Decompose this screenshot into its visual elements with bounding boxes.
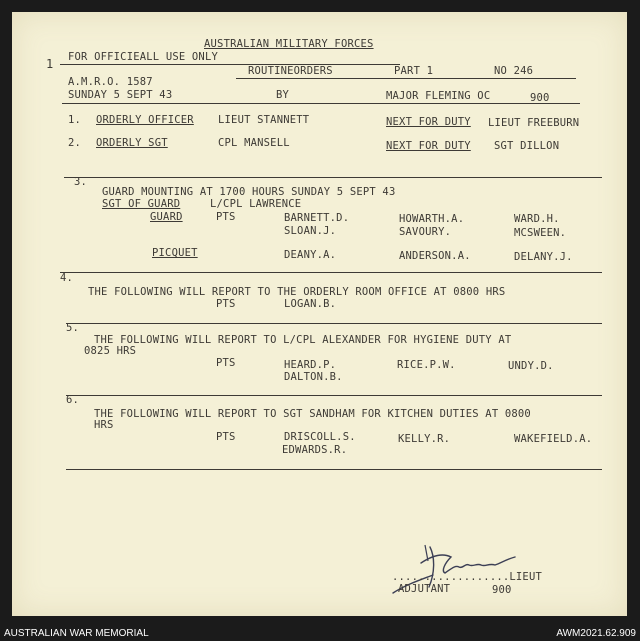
sgt-of-guard-name: L/CPL LAWRENCE (210, 198, 302, 210)
item-5-member: RICE.P.W. (397, 359, 456, 371)
item-6-number: 6. (66, 394, 80, 406)
guard-pts: PTS (216, 211, 236, 223)
item-1-next-label: NEXT FOR DUTY (386, 116, 471, 128)
rule (62, 103, 580, 104)
item-6-member: DRISCOLL.S. (284, 431, 356, 443)
item-2-next-name: SGT DILLON (494, 140, 560, 152)
picquet-member: DEANY.A. (284, 249, 337, 261)
doc-title: AUSTRALIAN MILITARY FORCES (204, 38, 374, 50)
guard-member: MCSWEEN. (514, 227, 567, 239)
item-4-pts: PTS (216, 298, 236, 310)
adjutant-label: ADJUTANT (398, 583, 451, 595)
item-5-text-line1: THE FOLLOWING WILL REPORT TO L/CPL ALEXANDER FOR HYGIENE DUTY AT (94, 334, 512, 346)
item-3-heading: GUARD MOUNTING AT 1700 HOURS SUNDAY 5 SEPT 43 (102, 186, 396, 198)
rule (60, 64, 400, 65)
order-number: NO 246 (494, 65, 534, 77)
item-5-member: DALTON.B. (284, 371, 343, 383)
item-4-name: LOGAN.B. (284, 298, 337, 310)
item-6-text-line1: THE FOLLOWING WILL REPORT TO SGT SANDHAM FOR KITCHEN DUTIES AT 0800 (94, 408, 531, 420)
item-5-text-line2: 0825 HRS (84, 345, 137, 357)
archive-credit: AUSTRALIAN WAR MEMORIAL (4, 628, 149, 639)
rule (66, 323, 602, 324)
guard-member: WARD.H. (514, 213, 560, 225)
routine-orders: ROUTINEORDERS (248, 65, 333, 77)
for-official-use: FOR OFFICIEALL USE ONLY (68, 51, 218, 63)
amro-number: A.M.R.O. 1587 (68, 76, 153, 88)
part-number: PART 1 (394, 65, 434, 77)
rule (66, 395, 602, 396)
item-6-member: WAKEFIELD.A. (514, 433, 593, 445)
item-3-number: 3. (74, 176, 88, 188)
item-2-label: ORDERLY SGT (96, 137, 168, 149)
item-2-number: 2. (68, 137, 82, 149)
margin-mark: 1 (46, 57, 54, 71)
picquet-member: DELANY.J. (514, 251, 573, 263)
item-5-number: 5. (66, 322, 80, 334)
guard-label: GUARD (150, 211, 183, 223)
item-1-next-name: LIEUT FREEBURN (488, 117, 580, 129)
item-1-name: LIEUT STANNETT (218, 114, 310, 126)
order-date: SUNDAY 5 SEPT 43 (68, 89, 173, 101)
item-4-number: 4. (60, 272, 74, 284)
item-1-number: 1. (68, 114, 82, 126)
guard-member: BARNETT.D. (284, 212, 350, 224)
accession-number: AWM2021.62.909 (556, 628, 636, 639)
signature-line: ..................LIEUT (392, 571, 542, 583)
guard-member: SLOAN.J. (284, 225, 337, 237)
sgt-of-guard-label: SGT OF GUARD (102, 198, 181, 210)
item-6-member: KELLY.R. (398, 433, 451, 445)
guard-member: HOWARTH.A. (399, 213, 465, 225)
item-1-label: ORDERLY OFFICER (96, 114, 194, 126)
item-5-member: UNDY.D. (508, 360, 554, 372)
rule (60, 272, 602, 273)
guard-member: SAVOURY. (399, 226, 452, 238)
item-6-pts: PTS (216, 431, 236, 443)
item-5-pts: PTS (216, 357, 236, 369)
picquet-member: ANDERSON.A. (399, 250, 471, 262)
item-5-member: HEARD.P. (284, 359, 337, 371)
item-6-text-line2: HRS (94, 419, 114, 431)
item-6-member: EDWARDS.R. (282, 444, 348, 456)
item-2-name: CPL MANSELL (218, 137, 290, 149)
adjutant-time: 900 (492, 584, 512, 596)
item-2-next-label: NEXT FOR DUTY (386, 140, 471, 152)
rule (64, 177, 602, 178)
header-time: 900 (530, 92, 550, 104)
by-label: BY (276, 89, 290, 101)
rule (236, 78, 576, 79)
item-4-text: THE FOLLOWING WILL REPORT TO THE ORDERLY ROOM OFFICE AT 0800 HRS (88, 286, 506, 298)
rule (66, 469, 602, 470)
picquet-label: PICQUET (152, 247, 198, 259)
issuing-officer: MAJOR FLEMING OC (386, 90, 491, 102)
